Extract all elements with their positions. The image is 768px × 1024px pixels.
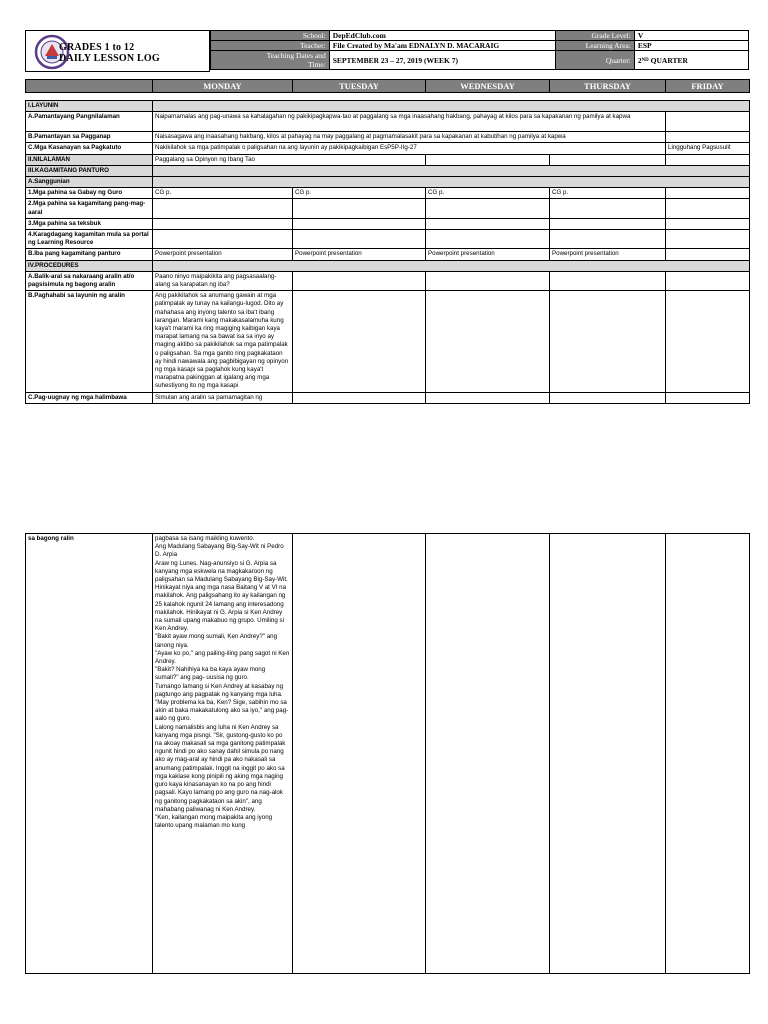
kagamitang-aaral-fri xyxy=(666,199,750,218)
procedures-label: IV.PROCEDURES xyxy=(26,260,153,271)
teksbuk-mon xyxy=(153,218,293,229)
pagganap-label: B.Pamantayan sa Pagganap xyxy=(26,132,153,143)
quarter-value xyxy=(634,51,748,70)
teksbuk-tue xyxy=(293,218,426,229)
story-paragraph: Araw ng Lunes. Nag-anunsiyo si G. Arpia sa kanyang mga eskwela na magkakaroon ng paligsahan sa Madulang Sabayang Big-Say-Wit. Hinikayat niya ang mga nasa Baitang V at VI na makilahok. Ang paligsahang ito ay kailangan ng 25 kalahok ngunit 24 lamang ang interesadong makilahok. Hinikayat ni G. Arpia si Ken Andrey na sumali upang makabuo ng grupo. Umiling si Ken Andrey. xyxy=(155,559,288,633)
header-info-table xyxy=(210,30,749,70)
story-paragraph: "Ayaw ko po," ang pailing-iling pang sagot ni Ken Andrey. xyxy=(155,649,290,666)
karagdagang-thu xyxy=(550,230,666,249)
balik-aral-fri xyxy=(666,271,750,290)
row-pag-uugnay xyxy=(26,392,750,403)
row-kagamitang-aaral xyxy=(26,199,750,218)
section-layunin xyxy=(26,101,750,112)
row-sanggunian xyxy=(26,177,750,188)
gabay-thu: CG p. xyxy=(550,188,666,199)
dates-label xyxy=(211,51,330,70)
story-cell xyxy=(153,534,293,974)
karagdagang-mon xyxy=(153,230,293,249)
page-2 xyxy=(0,533,768,1024)
story-paragraph: Lalong namalisbis ang luha ni Ken Andrey sa kanyang mga pisngi. "Sir, gustong-gusto ko po na akoay makasali sa mga ganitong patimpalak ngunit hindi po ako sanay dahil simula po nang ako ay mag-aral ay hindi pa ako nakasali sa anumang patimpalak. Inggit na inggit po ako sa mga kaklase kong pinipili ng aking mga naging guro kaya kinasanayan ko na po ang hindi pagsali. Kayo lamang po ang guro na nag-alok ng ganitong pagkakataon sa akin", ang mahabang paliwanag ni Ken Andrey. xyxy=(155,723,286,813)
kagamitang-aaral-tue xyxy=(293,199,426,218)
header-block xyxy=(25,30,749,72)
row-nilalaman xyxy=(26,154,750,165)
pangnilalaman-text: Naipamamalas ang pag-unawa sa kahalagahan ng pakikipagkapwa-tao at paggalang sa mga inaasahang hakbang, pahayag at kilos para sa kapakanan ng pamilya at kapwa xyxy=(153,112,666,132)
iba-pang-mon: Powerpoint presentation xyxy=(153,249,293,260)
paghahabi-mon: Ang pakikilahok sa anumang gawain at mga patimpalak ay tunay na kailangu-lugod. Dito ay mahahasa ang inyong talento sa iba't ibang larangan. Marami kang makakasalamuha kung kaya't marami ka ring magiging kaibigan kaya marapat lamang na sa bawat isa sa inyo ay maging aktibo sa pakikilahok sa mga patimpalak o paligsahan. Sa mga ganito ring pagkakataon ay hindi nawawala ang pagbibigayan ng opinyon ng mga kasapi sa paglahok kung kaya't marapatna pakinggan at igalang ang mga suhestiyong ito ng mga kasapi xyxy=(153,291,293,392)
layunin-label: I.LAYUNIN xyxy=(26,101,153,112)
story-paragraph: "Bakit ayaw mong sumali, Ken Andrey?" ang tanong niya. xyxy=(155,633,278,649)
pag-uugnay-mon: Simulan ang aralin sa pamamagitan ng xyxy=(153,392,293,403)
kasanayan-friday: Lingguhang Pagsusulit xyxy=(666,143,750,154)
balik-aral-tue xyxy=(293,271,426,290)
iba-pang-thu: Powerpoint presentation xyxy=(550,249,666,260)
day-header-blank xyxy=(26,80,153,93)
iba-pang-label: B.Iba pang kagamitang panturo xyxy=(26,249,153,260)
page-1 xyxy=(0,0,768,490)
teacher-label: Teacher: xyxy=(211,41,330,51)
pangnilalaman-label: A.Pamantayang Pangnilalaman xyxy=(26,112,153,132)
kagamitang-aaral-wed xyxy=(426,199,550,218)
dates-value: SEPTEMBER 23 – 27, 2019 (WEEK 7) xyxy=(329,51,555,70)
dates-label-line-2: Time: xyxy=(308,60,326,69)
gabay-tue: CG p. xyxy=(293,188,426,199)
grade-value: V xyxy=(634,31,748,41)
karagdagang-wed xyxy=(426,230,550,249)
row-procedures xyxy=(26,260,750,271)
teksbuk-label: 3.Mga pahina sa teksbuk xyxy=(26,218,153,229)
lesson-log-table-continued xyxy=(25,533,750,974)
dates-label-line-1: Teaching Dates and xyxy=(266,51,326,60)
area-label: Learning Area: xyxy=(555,41,634,51)
area-value: ESP xyxy=(634,41,748,51)
teksbuk-wed xyxy=(426,218,550,229)
paghahabi-tue xyxy=(293,291,426,392)
balik-aral-mon: Paano ninyo maipakikita ang pagsasaalang-alang sa karapatan ng iba? xyxy=(153,271,293,290)
pag-uugnay-tue xyxy=(293,392,426,403)
row-kagamitan xyxy=(26,165,750,176)
kagamitang-aaral-thu xyxy=(550,199,666,218)
paghahabi-wed xyxy=(426,291,550,392)
quarter-suffix: ND xyxy=(641,57,649,63)
procedures-content xyxy=(153,260,750,271)
row-iba-pang xyxy=(26,249,750,260)
iba-pang-wed: Powerpoint presentation xyxy=(426,249,550,260)
row-teksbuk xyxy=(26,218,750,229)
karagdagang-label: 4.Karagdagang kagamitan mula sa portal ng Learning Resource xyxy=(26,230,153,249)
lesson-log-table xyxy=(25,79,750,404)
gabay-fri xyxy=(666,188,750,199)
row-karagdagang xyxy=(26,230,750,249)
continued-tue xyxy=(293,534,426,974)
quarter-label: Quarter: xyxy=(555,51,634,70)
story-paragraph: Tumango lamang si Ken Andrey at kasabay ng pagtungo ang pagpatak ng kanyang mga luha. xyxy=(155,682,284,698)
sanggunian-label: A.Sanggunian xyxy=(26,177,153,188)
pag-uugnay-wed xyxy=(426,392,550,403)
continued-fri xyxy=(666,534,750,974)
day-header-row xyxy=(26,80,750,93)
kagamitang-aaral-label: 2.Mga pahina sa kagamitang pang-mag-aaral xyxy=(26,199,153,218)
pagganap-text: Naisasagawa ang inaasahang hakbang, kilos at pahayag na may paggalang at pagmamalasakit para sa kapakanan at kabutihan ng pamilya at kapwa xyxy=(153,132,666,143)
continued-thu xyxy=(550,534,666,974)
balik-aral-wed xyxy=(426,271,550,290)
sanggunian-content xyxy=(153,177,750,188)
row-continued xyxy=(26,534,750,974)
row-pagganap xyxy=(26,132,750,143)
iba-pang-fri xyxy=(666,249,750,260)
row-gabay xyxy=(26,188,750,199)
nilalaman-thu xyxy=(550,154,666,165)
school-value: DepEdClub.com xyxy=(329,31,555,41)
story-paragraph: pagbasa sa isang maikling kuwento. xyxy=(155,535,255,542)
story-title: Ang Madulang Sabayang Big-Say-Wit ni Pedro D. Arpia xyxy=(155,543,284,559)
teksbuk-fri xyxy=(666,218,750,229)
school-label: School: xyxy=(211,31,330,41)
row-paghahabi xyxy=(26,291,750,392)
iba-pang-tue: Powerpoint presentation xyxy=(293,249,426,260)
pagganap-friday xyxy=(666,132,750,143)
story-paragraph: "Ken, kailangan mong maipakita ang iyong talento upang malaman mo kung xyxy=(155,813,273,830)
nilalaman-wed xyxy=(426,154,550,165)
teksbuk-thu xyxy=(550,218,666,229)
pag-uugnay-fri xyxy=(666,392,750,403)
kagamitan-label: III.KAGAMITANG PANTURO xyxy=(26,165,153,176)
day-tuesday: TUESDAY xyxy=(293,80,426,93)
balik-aral-thu xyxy=(550,271,666,290)
pag-uugnay-label: C.Pag-uugnay ng mga halimbawa xyxy=(26,392,153,403)
title-box xyxy=(25,30,210,72)
nilalaman-fri xyxy=(666,154,750,165)
karagdagang-tue xyxy=(293,230,426,249)
row-balik-aral xyxy=(26,271,750,290)
kasanayan-label: C.Mga Kasanayan sa Pagkatuto xyxy=(26,143,153,154)
kasanayan-text: Nakikilahok sa mga patimpalak o paligsahan na ang layunin ay pakikipagkaibigan EsP5P-IIg-27 xyxy=(153,143,666,154)
day-monday: MONDAY xyxy=(153,80,293,93)
day-friday: FRIDAY xyxy=(666,80,750,93)
gabay-wed: CG p. xyxy=(426,188,550,199)
title-line-2: DAILY LESSON LOG xyxy=(59,53,160,64)
row-pangnilalaman xyxy=(26,112,750,132)
karagdagang-fri xyxy=(666,230,750,249)
story-paragraph: "Bakit? Nahihiya ka ba kaya ayaw mong sumali?" ang pag- uusisa ng guro. xyxy=(155,666,266,682)
paghahabi-label: B.Paghahabi sa layunin ng aralin xyxy=(26,291,153,392)
nilalaman-label: II.NILALAMAN xyxy=(26,154,153,165)
continued-wed xyxy=(426,534,550,974)
day-wednesday: WEDNESDAY xyxy=(426,80,550,93)
story-paragraph: "May problema ka ba, Ken? Sige, sabihin mo sa akin at baka makakatulong ako sa iyo," ang pag-aalo ng guro. xyxy=(155,699,289,723)
paghahabi-thu xyxy=(550,291,666,392)
day-thursday: THURSDAY xyxy=(550,80,666,93)
layunin-content xyxy=(153,101,750,112)
gabay-mon: CG p. xyxy=(153,188,293,199)
continued-label: sa bagong ralin xyxy=(26,534,153,974)
paghahabi-fri xyxy=(666,291,750,392)
kagamitang-aaral-mon xyxy=(153,199,293,218)
gabay-label: 1.Mga pahina sa Gabay ng Guro xyxy=(26,188,153,199)
quarter-number: 2 xyxy=(637,55,642,65)
kagamitan-content xyxy=(153,165,750,176)
pag-uugnay-thu xyxy=(550,392,666,403)
pangnilalaman-friday xyxy=(666,112,750,132)
title-line-1: GRADES 1 to 12 xyxy=(59,42,135,53)
quarter-text: QUARTER xyxy=(648,55,688,65)
row-kasanayan xyxy=(26,143,750,154)
balik-aral-label: A.Balik-aral sa nakaraang aralin at/o pagsisimula ng bagong aralin xyxy=(26,271,153,290)
grade-label: Grade Level: xyxy=(555,31,634,41)
teacher-value: File Created by Ma'am EDNALYN D. MACARAIG xyxy=(329,41,555,51)
nilalaman-text: Paggalang sa Opinyon ng Ibang Tao xyxy=(153,154,426,165)
